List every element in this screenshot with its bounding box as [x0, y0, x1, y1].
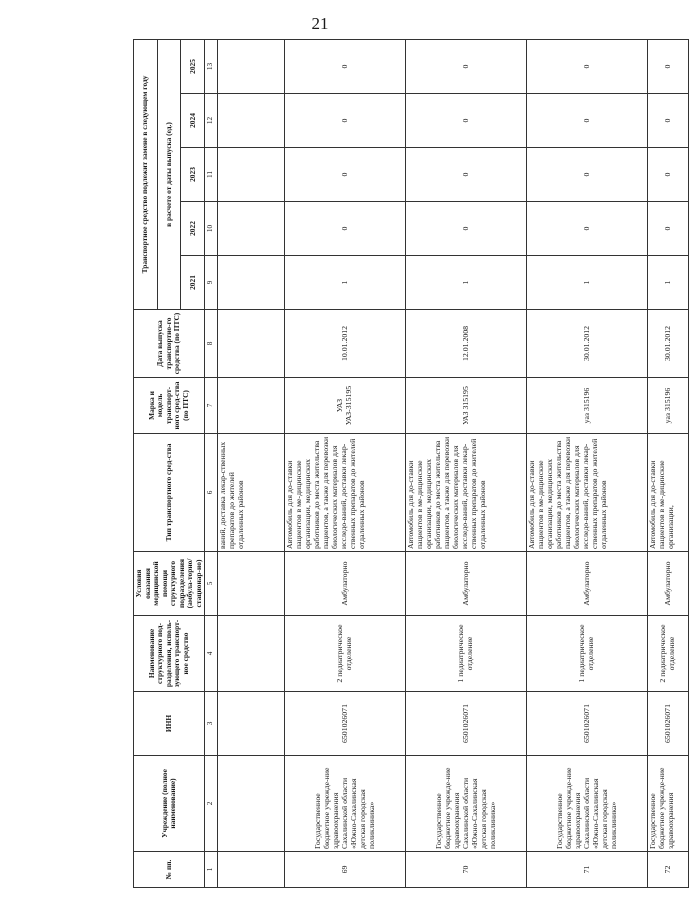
- header-institution: Учреждение (полное наименование): [134, 756, 205, 852]
- table-row: [285, 39, 406, 887]
- cell-2025: 0: [648, 39, 689, 93]
- cell-2024: 0: [648, 94, 689, 148]
- cell-2022: 0: [648, 202, 689, 256]
- cell-conditions: Амбулаторно: [285, 552, 406, 616]
- cell-num: 71: [527, 852, 648, 888]
- cell-unit: 1 педиатрическое отделение: [527, 616, 648, 692]
- cell-inn: 6501026071: [406, 692, 527, 756]
- cell-unit: 2 педиатрическое отделение: [648, 616, 689, 692]
- cell-vehicle-type: Автомобиль для до-ставки пациентов в ме-дицинские организации,: [648, 434, 689, 552]
- cell-institution: Государственное бюджетное учрежде-ние здравоохранения Сахалинской области «Южно-Сахалинская детская городская поликлиника»: [406, 756, 527, 852]
- colnum: 13: [205, 39, 218, 93]
- cell-institution: Государственное бюджетное учрежде-ние здравоохранения: [648, 756, 689, 852]
- cell-vehicle-type: Автомобиль для до-ставки пациентов в ме-дицинские организации, медицинских работников до места жительства пациентов, а также для перевозки биологических материалов для исследо-ваний, доставки лекар-ственных препаратов до жителей отдаленных районов: [285, 434, 406, 552]
- cell-brand: уаз 315196: [527, 378, 648, 434]
- column-number-row: [205, 39, 218, 887]
- colnum: 12: [205, 94, 218, 148]
- cell-2022: 0: [406, 202, 527, 256]
- colnum: 10: [205, 202, 218, 256]
- header-year-2023: 2023: [181, 148, 205, 202]
- cell-2023: 0: [406, 148, 527, 202]
- cell-inn: 6501026071: [527, 692, 648, 756]
- cell-conditions: Амбулаторно: [527, 552, 648, 616]
- cell-release-date: 30.01.2012: [527, 310, 648, 378]
- header-replacement-sub: в расчете от даты выпуска (ед.): [157, 39, 181, 309]
- colnum: 9: [205, 256, 218, 310]
- header-unit: Наименование структурного под-разделения, исполь-зующего транспорт-ное средство: [134, 616, 205, 692]
- colnum: 7: [205, 378, 218, 434]
- cell-2023: 0: [527, 148, 648, 202]
- cell-conditions: Амбулаторно: [648, 552, 689, 616]
- cell-2021: 1: [285, 256, 406, 310]
- cell-vehicle-type: Автомобиль для до-ставки пациентов в ме-дицинские организации, медицинских работников до места жительства пациентов, а также для перевозки биологических материалов для исследо-ваний, доставки лекар-ственных препаратов до жителей отдаленных районов: [527, 434, 648, 552]
- rotated-table-area: [133, 40, 677, 888]
- cell-num: 70: [406, 852, 527, 888]
- table-row: [648, 39, 689, 887]
- header-vehicle-type: Тип транспортного сред-ства: [134, 434, 205, 552]
- cell-2022: 0: [285, 202, 406, 256]
- cell-conditions: Амбулаторно: [406, 552, 527, 616]
- cell-num: 72: [648, 852, 689, 888]
- header-brand: Марка и модель транспорт-ного сред-ства (по ПТС): [134, 378, 205, 434]
- vehicle-table: [133, 39, 689, 888]
- header-row-1: [134, 39, 158, 887]
- cell-institution: Государственное бюджетное учрежде-ние здравоохранения Сахалинской области «Южно-Сахалинская детская городская поликлиника»: [285, 756, 406, 852]
- table-row: [406, 39, 527, 887]
- colnum: 5: [205, 552, 218, 616]
- cell-2021: 1: [527, 256, 648, 310]
- cell-release-date: 30.01.2012: [648, 310, 689, 378]
- cell-num: 69: [285, 852, 406, 888]
- cell-2024: 0: [406, 94, 527, 148]
- page-number: 21: [311, 14, 329, 33]
- header-year-2022: 2022: [181, 202, 205, 256]
- header-inn: ИНН: [134, 692, 205, 756]
- cell-2021: 1: [648, 256, 689, 310]
- colnum: 8: [205, 310, 218, 378]
- colnum: 4: [205, 616, 218, 692]
- cell-inn: 6501026071: [285, 692, 406, 756]
- colnum: 1: [205, 852, 218, 888]
- cell-inn: 6501026071: [648, 692, 689, 756]
- cell-2023: 0: [648, 148, 689, 202]
- header-num: № пп.: [134, 852, 205, 888]
- cell-brand: УАЗ 315195: [406, 378, 527, 434]
- cell-2025: 0: [406, 39, 527, 93]
- continuation-row: [218, 39, 285, 887]
- colnum: 6: [205, 434, 218, 552]
- cell-release-date: 12.01.2008: [406, 310, 527, 378]
- header-year-2025: 2025: [181, 39, 205, 93]
- cell-2023: 0: [285, 148, 406, 202]
- cell-institution: Государственное бюджетное учрежде-ние здравоохранения Сахалинской области «Южно-Сахалинская детская городская поликлиника»: [527, 756, 648, 852]
- cell-2021: 1: [406, 256, 527, 310]
- header-replacement-group: Транспортное средство подлежит замене в следующем году: [134, 39, 158, 309]
- cell-unit: 1 педиатрическое отделение: [406, 616, 527, 692]
- table-row: [527, 39, 648, 887]
- colnum: 3: [205, 692, 218, 756]
- cell-2022: 0: [527, 202, 648, 256]
- cell-brand: УАЗ УАЗ-315195: [285, 378, 406, 434]
- cell-2024: 0: [527, 94, 648, 148]
- colnum: 2: [205, 756, 218, 852]
- header-release-date: Дата выпуска транспортно-го средства (по ПТС): [134, 310, 205, 378]
- rotated-page-content: [133, 40, 677, 888]
- continuation-vehicle-type: ваний, доставка лекар-ственных препаратов до жителей отдаленных районов: [218, 434, 285, 552]
- header-year-2021: 2021: [181, 256, 205, 310]
- cell-2025: 0: [527, 39, 648, 93]
- cell-brand: уаз 315196: [648, 378, 689, 434]
- header-conditions: Условия оказания медицинской помощи структурного подразделения (амбула-торно/ стационар-но): [134, 552, 205, 616]
- colnum: 11: [205, 148, 218, 202]
- cell-vehicle-type: Автомобиль для до-ставки пациентов в ме-дицинские организации, медицинских работников до места жительства пациентов, а также для перевозки биологических материалов для исследо-ваний, доставки лекар-ственных препаратов до жителей отдаленных районов: [406, 434, 527, 552]
- cell-2025: 0: [285, 39, 406, 93]
- cell-release-date: 10.01.2012: [285, 310, 406, 378]
- cell-unit: 2 педиатрическое отделение: [285, 616, 406, 692]
- header-year-2024: 2024: [181, 94, 205, 148]
- cell-2024: 0: [285, 94, 406, 148]
